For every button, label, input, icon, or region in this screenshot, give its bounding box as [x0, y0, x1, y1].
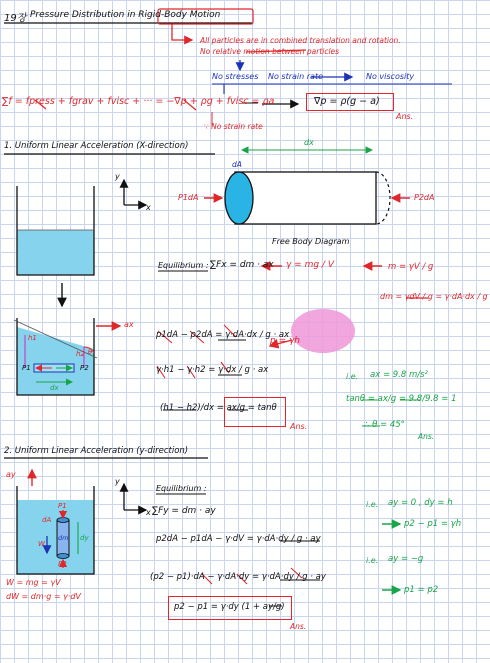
- cylinder-p2dA: P2dA: [414, 193, 435, 202]
- ans-label-3: Ans.: [418, 432, 435, 441]
- eq-tan-theta: (h1 − h2)/dx = ax/g = tanθ: [160, 403, 277, 413]
- eq-pressure-balance: p1dA − p2dA = γ·dA·dx / g · ax: [156, 330, 290, 340]
- section2-heading: 2. Uniform Linear Acceleration (y-direction): [4, 446, 189, 456]
- element-weight: W: [38, 540, 45, 548]
- eq-element-balance: p2dA − p1dA − γ·dV = γ·dA·dy / g · ay: [156, 534, 321, 544]
- cylinder-p1dA: P1dA: [178, 193, 199, 202]
- weight-definition: W = mg = γV: [6, 578, 61, 587]
- ans-label-4: Ans.: [290, 622, 307, 631]
- axis-x-label-2: x: [146, 508, 151, 517]
- eq-head-balance: γ·h1 − γ·h2 = γ·dx / g · ax: [156, 365, 269, 375]
- no-strain-rate-note: ∵ No strain rate: [204, 122, 263, 131]
- no-stresses: No stresses: [212, 72, 259, 81]
- tank-p2: P2: [80, 364, 89, 372]
- element-dy: dy: [80, 534, 89, 542]
- ans-label-1: Ans.: [396, 112, 414, 121]
- tank-theta: θ: [88, 348, 93, 356]
- tank-p1: P1: [22, 364, 31, 372]
- page-title: Pressure Distribution in Rigid-Body Motion: [30, 10, 221, 20]
- result-equation: ∇p = ρ(g − a): [314, 96, 380, 107]
- intro-note-2: No relative motion between particles: [200, 47, 340, 56]
- theta-value: ∴ θ = 45°: [364, 420, 405, 430]
- eq-mass: m = γV / g: [388, 262, 434, 272]
- case2-condition: ay = −g: [388, 554, 424, 564]
- equilibrium-label: Equilibrium :: [158, 261, 209, 270]
- title-arrow: [172, 24, 192, 40]
- ie-label-1: i.e.: [346, 372, 359, 381]
- eq-sum-fy: ∑Fy = dm · ay: [152, 506, 216, 516]
- ie-label-3: i.e.: [366, 556, 379, 565]
- tank-h1: h1: [28, 334, 37, 342]
- element-dm: dm: [58, 534, 69, 542]
- eq-dm: dm = γdV / g = γ·dA·dx / g: [380, 292, 488, 301]
- element-p2: P2: [58, 560, 67, 568]
- title-number: 19장: [4, 13, 27, 24]
- eq-element-balance-2: (p2 − p1)·dA − γ·dA·dy = γ·dA·dy / g · ay: [150, 572, 326, 582]
- cylinder-dx: dx: [304, 138, 314, 147]
- case1-result: p2 − p1 = γh: [404, 519, 462, 529]
- acceleration-ax-label: ax: [124, 320, 134, 329]
- governing-equation: ∑f = fpress + fgrav + fvisc + ··· = −∇p + ρg + fvisc = ρa: [2, 96, 275, 107]
- axis-y-label: y: [115, 172, 120, 181]
- ans-label-2: Ans.: [290, 422, 308, 431]
- case2-result: p1 = p2: [404, 585, 439, 595]
- tan-value: tanθ = ax/g = 9.8/9.8 = 1: [346, 394, 457, 404]
- cylinder-dA: dA: [232, 160, 242, 169]
- element-dA: dA: [42, 516, 52, 524]
- axis-y-label-2: y: [115, 477, 120, 486]
- equilibrium-label-2: Equilibrium :: [156, 484, 207, 493]
- eq-sum-fx: ∑Fx = dm · ax: [210, 260, 274, 270]
- tank-dx: dx: [50, 384, 59, 392]
- fbd-label: Free Body Diagram: [272, 237, 350, 246]
- ax-value: ax = 9.8 m/s²: [370, 370, 428, 380]
- ay-label: ay: [6, 470, 16, 479]
- eq-gamma: γ = mg / V: [286, 260, 334, 270]
- eq-p-gamma-h: p = γh: [270, 336, 301, 346]
- section1-heading: 1. Uniform Linear Acceleration (X-direction): [4, 141, 189, 151]
- element-p1: P1: [58, 502, 67, 510]
- no-viscosity: No viscosity: [366, 72, 415, 81]
- axis-x-label: x: [146, 203, 151, 212]
- intro-note-1: All particles are in combined translation and rotation.: [200, 36, 401, 45]
- ie-label-2: i.e.: [366, 500, 379, 509]
- tank-h2: h2: [76, 350, 85, 358]
- case1-condition: ay = 0 , dy = h: [388, 498, 453, 508]
- dweight-definition: dW = dm·g = γ·dV: [6, 592, 81, 601]
- eq-y-result: p2 − p1 = γ·dy (1 + ay/g): [174, 602, 285, 612]
- no-strain-rate: No strain rate: [268, 72, 324, 81]
